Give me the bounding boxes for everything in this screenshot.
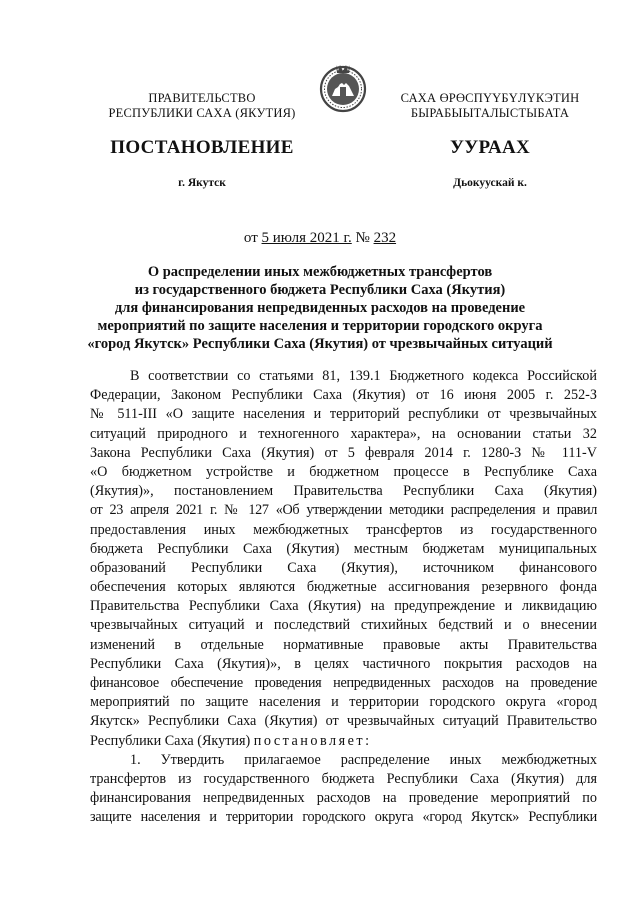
header-right [390, 91, 590, 121]
body-line: Федерации, Законом Республики Саха (Якутия) от 16 июня 2005 г. 252-З [90, 387, 597, 404]
title-line: «город Якутск» Республики Саха (Якутия) от чрезвычайных ситуаций [87, 336, 553, 352]
body-line: № 511-III «О защите населения и территорий республики от чрезвычайных [90, 406, 597, 423]
document-date-number [0, 230, 640, 247]
body-line: трансфертов из государственного бюджета Республики Саха (Якутия) для [90, 770, 597, 787]
body-line: мероприятий по защите населения и территории городского округа «город [90, 694, 597, 711]
body-line: защите населения и территории городского округа «город Якутск» Республики [90, 809, 597, 826]
document-title [80, 263, 560, 353]
body-line: Закона Республики Саха (Якутия) от 5 февраля 2014 г. 1280-З № 111-V [90, 444, 597, 461]
body-line: изменений в отдельные нормативные правовые акты Правительства [90, 636, 597, 653]
body-line: (Якутия)», постановлением Правительства Республики Саха (Якутия) [90, 483, 597, 500]
body-line: ситуаций природного и техногенного характера», на основании статьи 32 [90, 425, 597, 442]
body-line: В соответствии со статьями 81, 139.1 Бюджетного кодекса Российской [130, 368, 597, 384]
body-line: от 23 апреля 2021 г. № 127 «Об утверждении методики распределения и правил [90, 502, 597, 519]
body-line: чрезвычайных ситуаций и последствий стихийных бедствий и о внесении [90, 617, 597, 634]
body-line: финансирования непредвиденных расходов на проведение мероприятий по [90, 790, 597, 807]
city-ru: г. Якутск [178, 177, 226, 189]
header-right-line-2: БЫРАБЫЫТАЛЫСТЫБАТА [410, 106, 570, 120]
doc-type-ru: ПОСТАНОВЛЕНИЕ [110, 137, 294, 158]
document-date: 5 июля 2021 г. [261, 230, 352, 246]
coat-of-arms-emblem [318, 59, 368, 115]
body-line: Правительства Республики Саха (Якутия) на предупреждение и ликвидацию [90, 598, 597, 615]
title-line: мероприятий по защите населения и территории городского округа [97, 318, 543, 334]
document-body [90, 367, 597, 828]
number-sign: № [351, 230, 374, 246]
title-line: из государственного бюджета Республики Саха (Якутия) [134, 282, 506, 298]
body-line: бюджета Республики Саха (Якутия) местным бюджетам муниципальных [90, 540, 597, 557]
city-sakha: Дьокуускай к. [453, 177, 527, 189]
body-line: Якутск» Республики Саха (Якутия) от чрезвычайных ситуаций Правительство [90, 713, 597, 730]
body-line: обеспечения которых являются бюджетные ассигнования резервного фонда [90, 579, 597, 596]
header-left-line-1: ПРАВИТЕЛЬСТВО [148, 91, 256, 105]
header-left [104, 91, 300, 121]
body-line: финансовое обеспечение проведения непредвиденных расходов на проведение [90, 675, 597, 691]
document-number: 232 [373, 230, 397, 246]
body-line: образований Республики Саха (Якутия), источником финансового [90, 559, 597, 576]
resolves-word: постановляет: [253, 732, 372, 749]
title-line: О распределении иных межбюджетных трансфертов [147, 264, 493, 280]
date-prefix: от [243, 230, 262, 246]
doc-type-sakha: УУРААХ [449, 137, 531, 158]
body-line: «О бюджетном устройстве и бюджетном процессе в Республике Саха [90, 463, 597, 480]
body-line: Республики Саха (Якутия)», в целях частичного покрытия расходов на [90, 655, 597, 672]
header-left-line-2: РЕСПУБЛИКИ САХА (ЯКУТИЯ) [108, 106, 296, 120]
coat-of-arms-icon [318, 59, 368, 115]
body-line: 1. Утвердить прилагаемое распределение иных межбюджетных [130, 751, 597, 768]
body-line: предоставления иных межбюджетных трансфертов из государственного [90, 521, 597, 538]
title-line: для финансирования непредвиденных расходов на проведение [114, 300, 526, 316]
header-right-line-1: САХА ӨРӨСПҮҮБҮЛҮКЭТИН [400, 91, 580, 105]
resolves-prefix: Республики Саха (Якутия) [90, 732, 254, 749]
body-line-resolves [90, 732, 597, 751]
